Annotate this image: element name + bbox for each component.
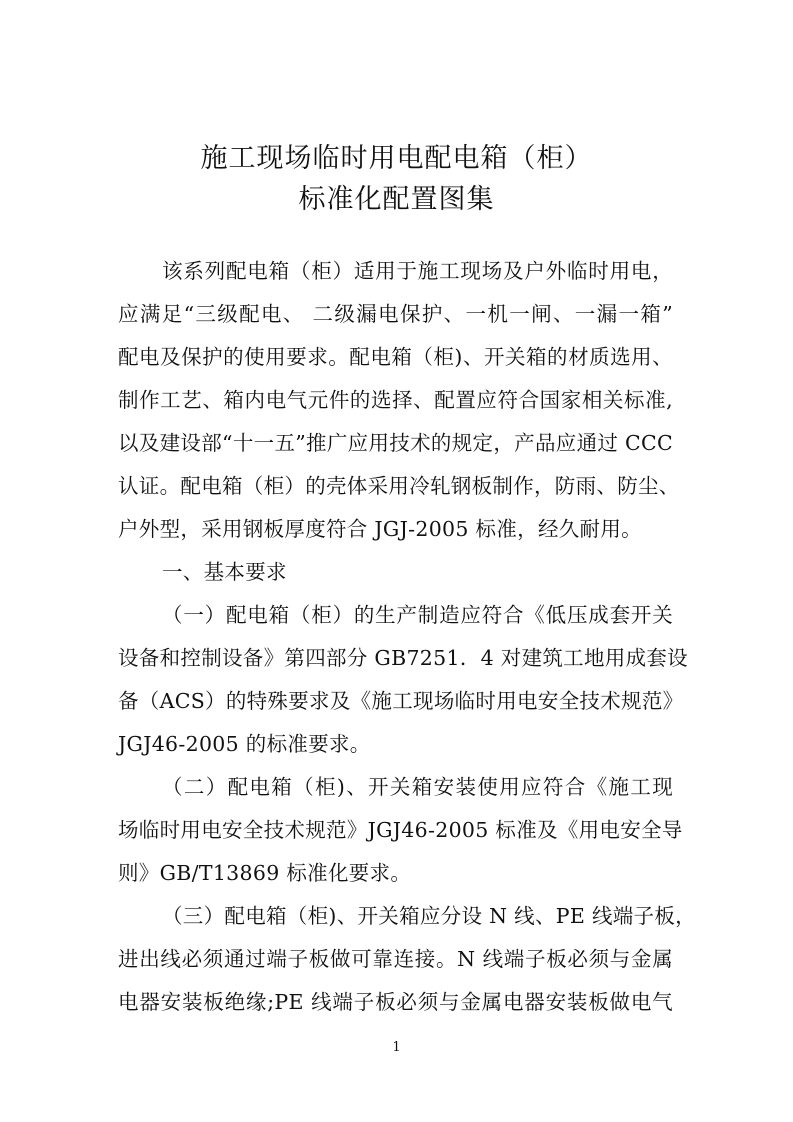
paragraph-line: （二）配电箱（柜)、开关箱安装使用应符合《施工现: [162, 775, 673, 799]
paragraph-line: 则》GB/T13869 标准化要求。: [118, 861, 412, 885]
paragraph-line: 电器安装板绝缘;PE 线端子板必须与金属电器安装板做电气: [118, 990, 673, 1014]
paragraph-line: 场临时用电安全技术规范》JGJ46-2005 标准及《用电安全导: [118, 818, 683, 842]
document-title-line-2: 标准化配置图集: [298, 184, 495, 215]
paragraph-line: JGJ46-2005 的标准要求。: [118, 732, 371, 756]
document-title-line-1: 施工现场临时用电配电箱（柜）: [200, 143, 593, 174]
paragraph-line: 以及建设部“十一五”推广应用技术的规定，产品应通过 CCC: [118, 431, 673, 455]
paragraph-line: 进出线必须通过端子板做可靠连接。N 线端子板必须与金属: [118, 947, 673, 971]
document-body: [118, 250, 696, 1024]
paragraph-line: 制作工艺、箱内电气元件的选择、配置应符合国家相关标准,: [118, 388, 673, 412]
paragraph-line: 认证。配电箱（柜）的壳体采用冷轧钢板制作，防雨、防尘、: [118, 474, 680, 498]
section-heading: 一、基本要求: [162, 560, 287, 584]
paragraph-line: 备（ACS）的特殊要求及《施工现场临时用电安全技术规范》: [118, 689, 684, 713]
paragraph-line: （三）配电箱（柜)、开关箱应分设 N 线、PE 线端子板，: [162, 904, 696, 928]
paragraph-line: 户外型，采用钢板厚度符合 JGJ-2005 标准，经久耐用。: [118, 517, 642, 541]
page-number: 1: [392, 1040, 401, 1055]
paragraph-line: 设备和控制设备》第四部分 GB7251．4 对建筑工地用成套设: [118, 646, 688, 670]
paragraph-line: 配电及保护的使用要求。配电箱（柜)、开关箱的材质选用、: [118, 345, 673, 369]
paragraph-line: （一）配电箱（柜）的生产制造应符合《低压成套开关: [162, 603, 673, 627]
paragraph-line: 应满足“三级配电、 二级漏电保护、一机一闸、一漏一箱”: [118, 302, 673, 326]
paragraph-line: 该系列配电箱（柜）适用于施工现场及户外临时用电，: [162, 259, 673, 283]
